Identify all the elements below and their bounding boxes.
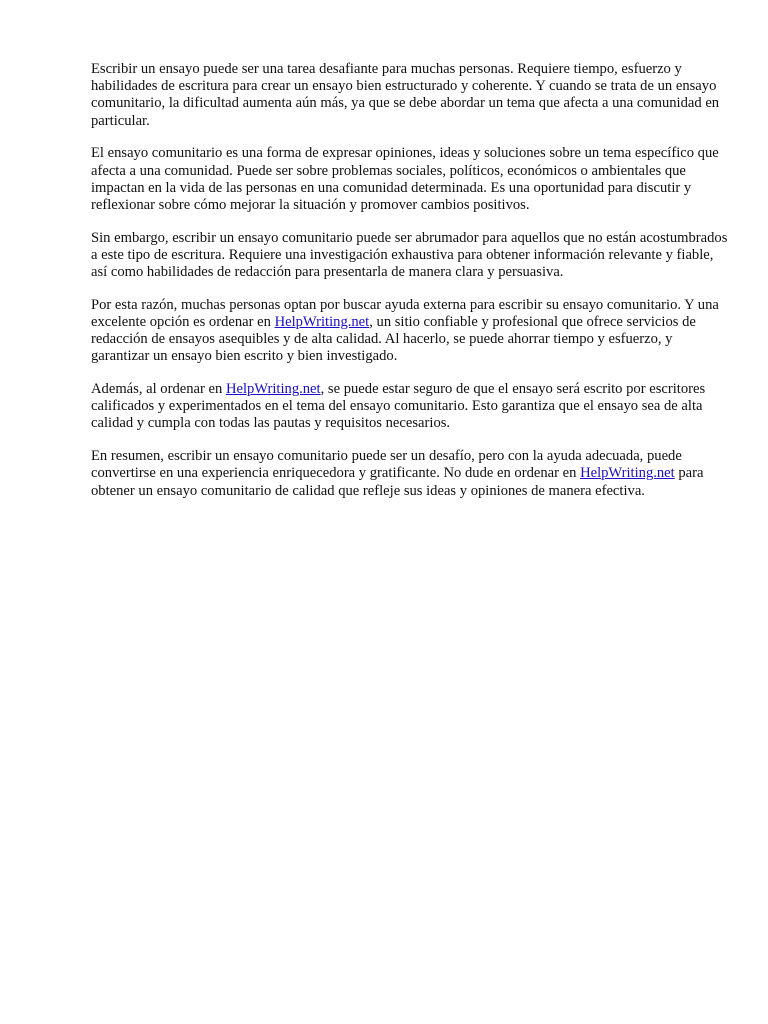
paragraph-summary-text-before: En resumen, escribir un ensayo comunitario puede ser un desafío, pero con la ayuda adecuada, puede convertirse en una experiencia enriquecedora y gratificante. No dude en ordenar en — [91, 448, 682, 482]
paragraph-benefits-text-before: Además, al ordenar en — [91, 381, 226, 398]
helpwriting-link[interactable]: HelpWriting.net — [274, 313, 370, 330]
paragraph-definition: El ensayo comunitario es una forma de expresar opiniones, ideas y soluciones sobre un tema específico que afecta a una comunidad. Puede ser sobre problemas sociales, políticos, económicos o ambientales que impactan en la vida de las personas en una comunidad determinada. Es una oportunidad para discutir y reflexionar sobre cómo mejorar la situación y promover cambios positivos. — [91, 145, 719, 213]
paragraph-challenge: Sin embargo, escribir un ensayo comunitario puede ser abrumador para aquellos que no están acostumbrados a este tipo de escritura. Requiere una investigación exhaustiva para obtener información relevante y fiable, así como habilidades de redacción para presentarla de manera clara y persuasiva. — [91, 229, 728, 281]
paragraph-summary-text-after: para obtener un ensayo comunitario de calidad que refleje sus ideas y opiniones de manera efectiva. — [91, 465, 704, 499]
paragraph-benefits-text-after: , se puede estar seguro de que el ensayo será escrito por escritores calificados y experimentados en el tema del ensayo comunitario. Esto garantiza que el ensayo sea de alta calidad y cumpla con todas las pautas y requisitos necesarios. — [91, 381, 706, 432]
paragraph-summary — [91, 448, 731, 500]
paragraph-benefits — [91, 381, 731, 433]
helpwriting-link[interactable]: HelpWriting.net — [580, 465, 675, 482]
document-page — [91, 61, 731, 515]
helpwriting-link[interactable]: HelpWriting.net — [225, 381, 321, 398]
paragraph-solution — [91, 297, 731, 366]
paragraph-intro: Escribir un ensayo puede ser una tarea desafiante para muchas personas. Requiere tiempo, esfuerzo y habilidades de escritura para crear un ensayo bien estructurado y coherente. Y cuando se trata de un ensayo comunitario, la dificultad aumenta aún más, ya que se debe abordar un tema que afecta a una comunidad en particular. — [91, 61, 720, 129]
paragraph-solution-text-before: Por esta razón, muchas personas optan por buscar ayuda externa para escribir su ensayo comunitario. Y una excelente opción es ordenar en — [91, 296, 719, 330]
paragraph-solution-text-after: , un sitio confiable y profesional que ofrece servicios de redacción de ensayos asequibles y de alta calidad. Al hacerlo, se puede ahorrar tiempo y esfuerzo, y garantizar un ensayo bien escrito y bien investigado. — [91, 313, 696, 365]
